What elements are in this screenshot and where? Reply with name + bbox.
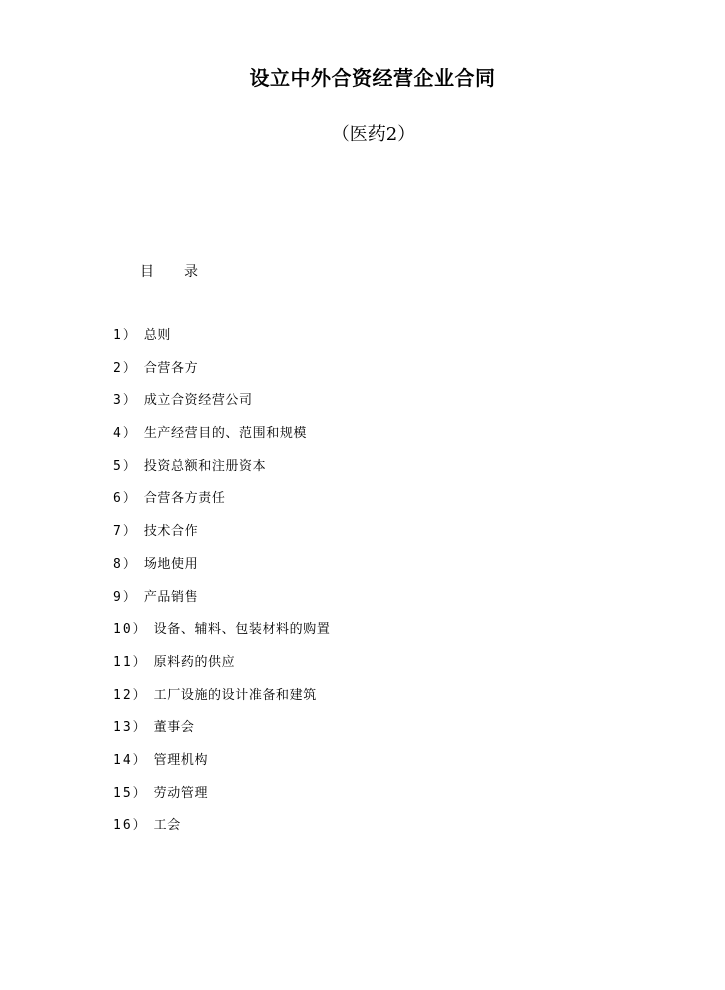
toc-item-number: 8） bbox=[113, 556, 138, 572]
toc-item bbox=[113, 360, 330, 393]
toc-heading-left: 目 bbox=[140, 264, 154, 280]
toc-item-number: 4） bbox=[113, 426, 138, 442]
toc-item bbox=[113, 392, 330, 425]
toc-item-number: 6） bbox=[113, 491, 138, 507]
toc-item-number: 1） bbox=[113, 328, 138, 343]
toc-item bbox=[113, 556, 330, 589]
toc-item bbox=[113, 425, 330, 458]
toc-heading-right: 录 bbox=[184, 264, 198, 280]
toc-item-number: 9） bbox=[113, 589, 138, 605]
toc-item bbox=[113, 654, 330, 687]
toc-item bbox=[113, 817, 330, 850]
document-subtitle: （医药2） bbox=[331, 124, 416, 145]
toc-item-label: 合营各方责任 bbox=[143, 491, 226, 507]
toc-item-number: 10） bbox=[113, 622, 148, 638]
toc-item-number: 13） bbox=[113, 720, 148, 736]
toc-item bbox=[113, 621, 330, 654]
toc-item-number: 5） bbox=[113, 458, 138, 474]
toc-item-label: 成立合资经营公司 bbox=[143, 393, 253, 409]
toc-item bbox=[113, 523, 330, 556]
toc-item-label: 总则 bbox=[143, 328, 172, 343]
toc-item-number: 2） bbox=[113, 360, 138, 376]
toc-item-number: 11） bbox=[113, 654, 148, 670]
toc-item-label: 技术合作 bbox=[143, 524, 199, 540]
toc-list bbox=[113, 327, 330, 850]
toc-heading bbox=[140, 261, 198, 281]
toc-item-label: 投资总额和注册资本 bbox=[143, 458, 267, 474]
toc-item bbox=[113, 752, 330, 785]
toc-item-label: 产品销售 bbox=[143, 589, 199, 605]
toc-item-number: 7） bbox=[113, 524, 138, 540]
toc-item-label: 劳动管理 bbox=[153, 785, 209, 801]
toc-item-label: 原料药的供应 bbox=[153, 654, 236, 670]
toc-item-label: 董事会 bbox=[153, 720, 195, 736]
toc-item-label: 工会 bbox=[153, 818, 181, 834]
toc-item-label: 设备、辅料、包装材料的购置 bbox=[153, 622, 331, 638]
toc-item-number: 15） bbox=[113, 785, 148, 801]
toc-item bbox=[113, 687, 330, 720]
document-title: 设立中外合资经营企业合同 bbox=[249, 66, 496, 90]
toc-item bbox=[113, 719, 330, 752]
toc-item bbox=[113, 490, 330, 523]
toc-item-number: 3） bbox=[113, 393, 138, 409]
toc-item-label: 合营各方 bbox=[143, 360, 199, 376]
toc-item bbox=[113, 327, 330, 360]
toc-item-label: 场地使用 bbox=[143, 556, 199, 572]
toc-item-label: 生产经营目的、范围和规模 bbox=[143, 426, 308, 442]
toc-item-label: 管理机构 bbox=[153, 752, 209, 768]
toc-item-number: 16） bbox=[113, 818, 148, 834]
toc-item-label: 工厂设施的设计准备和建筑 bbox=[153, 687, 317, 703]
toc-item-number: 14） bbox=[113, 752, 148, 768]
toc-item bbox=[113, 785, 330, 818]
toc-item-number: 12） bbox=[113, 687, 148, 703]
toc-item bbox=[113, 589, 330, 622]
toc-item bbox=[113, 458, 330, 491]
